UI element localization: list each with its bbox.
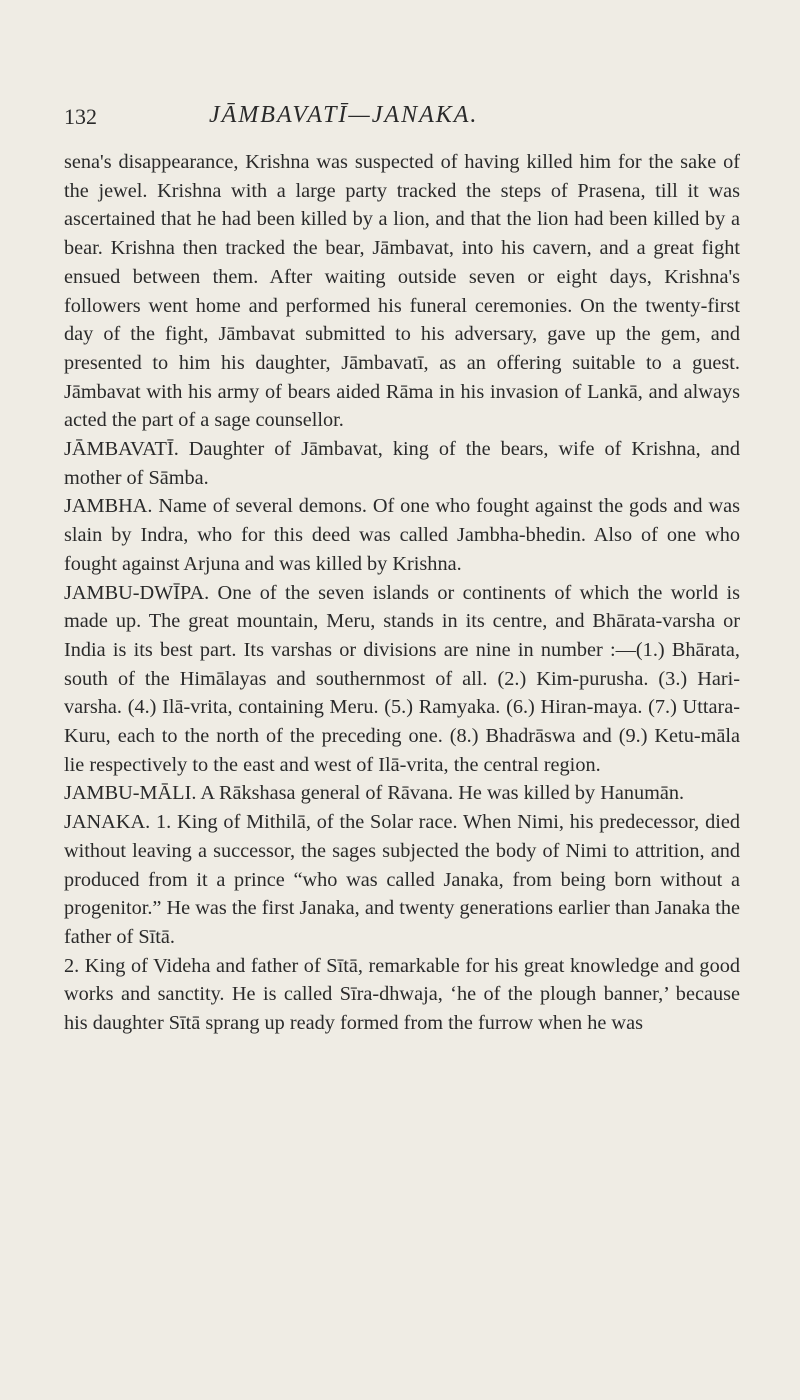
book-page xyxy=(64,0,740,1400)
running-head: JĀMBAVATĪ—JANAKA. xyxy=(209,102,479,128)
entry-jambu-mali: JAMBU-MĀLI. A Rākshasa general of Rāvana. He was killed by Hanumān. xyxy=(64,782,685,805)
page-body xyxy=(64,148,740,1038)
entry-jambu-dwipa: JAMBU-DWĪPA. One of the seven islands or continents of which the world is made up. The great mountain, Meru, stands in its centre, and Bhārata-varsha or India is its best part. Its varshas or divisions are nine in number :—(1.) Bhārata, south of the Himālayas and southernmost of all. (2.) Kim-purusha. (3.) Hari-varsha. (4.) Ilā-vrita, containing Meru. (5.) Ramyaka. (6.) Hiran-maya. (7.) Uttara-Kuru, each to the north of the preceding one. (8.) Bhadrāswa and (9.) Ketu-māla lie respectively to the east and west of Ilā-vrita, the central region. xyxy=(64,581,740,776)
entry-janaka-2: 2. King of Videha and father of Sītā, remarkable for his great knowledge and good works and sanctity. He is called Sīra-dhwaja, ‘he of the plough banner,’ because his daughter Sītā sprang up ready formed from the furrow when he was xyxy=(64,954,740,1035)
entry-jambha: JAMBHA. Name of several demons. Of one who fought against the gods and was slain by Indra, who for this deed was called Jambha-bhedin. Also of one who fought against Arjuna and was killed by Krishna. xyxy=(64,495,740,575)
entry-janaka-1: JANAKA. 1. King of Mithilā, of the Solar race. When Nimi, his predecessor, died without leaving a successor, the sages subjected the body of Nimi to attrition, and produced from it a prince “who was called Janaka, from being born without a progenitor.” He was the first Janaka, and twenty generations earlier than Janaka the father of Sītā. xyxy=(64,811,740,948)
page-header xyxy=(64,100,740,136)
entry-jambavati: JĀMBAVATĪ. Daughter of Jāmbavat, king of the bears, wife of Krishna, and mother of Sāmba. xyxy=(64,438,740,489)
page-number: 132 xyxy=(64,104,97,129)
paragraph-jambavat-continued: sena's disappearance, Krishna was suspected of having killed him for the sake of the jewel. Krishna with a large party tracked the steps of Prasena, till it was ascertained that he had been killed by a lion, and that the lion had been killed by a bear. Krishna then tracked the bear, Jāmbavat, into his cavern, and a great fight ensued between them. After waiting outside seven or eight days, Krishna's followers went home and performed his funeral ceremonies. On the twenty-first day of the fight, Jāmbavat submitted to his adversary, gave up the gem, and presented to him his daughter, Jāmbavatī, as an offering suitable to a guest. Jāmbavat with his army of bears aided Rāma in his invasion of Lankā, and always acted the part of a sage counsellor. xyxy=(64,151,740,432)
